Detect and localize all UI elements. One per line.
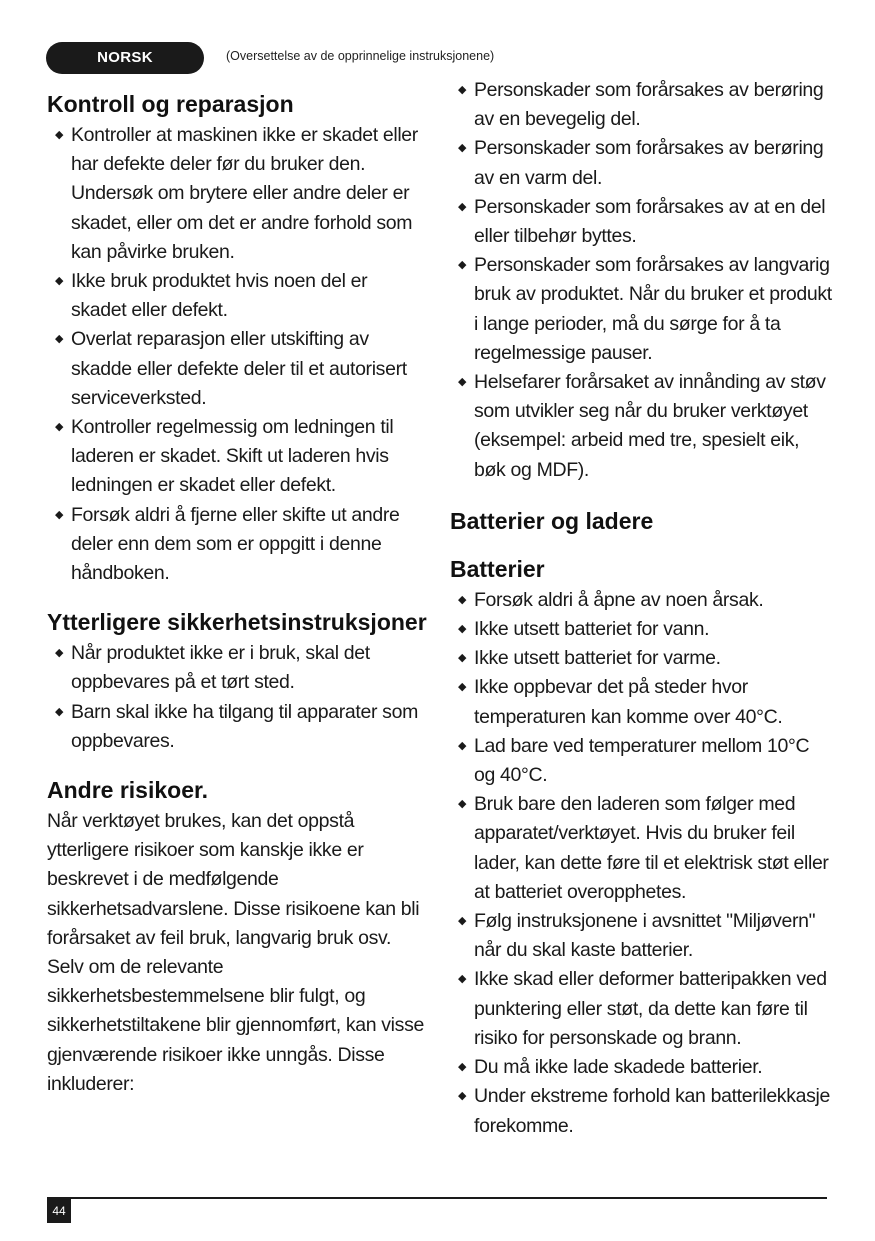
footer-rule [47, 1197, 827, 1199]
section-control-repair [47, 90, 427, 588]
list-item: ◆ Forsøk aldri å fjerne eller skifte ut andre deler enn dem som er oppgitt i denne håndboken. [47, 501, 427, 589]
list-item: ◆ Personskader som forårsakes av langvarig bruk av produktet. Når du bruker et produkt i lange perioder, må du sørge for å ta regelmessige pauser. [450, 251, 835, 368]
section-title: Ytterligere sikkerhetsinstruksjoner [47, 609, 427, 636]
diamond-bullet-icon: ◆ [458, 1061, 467, 1074]
diamond-bullet-icon: ◆ [458, 915, 467, 928]
list-item: ◆ Kontroller regelmessig om ledningen til laderen er skadet. Skift ut laderen hvis ledningen er skadet eller defekt. [47, 413, 427, 501]
language-badge: NORSK [46, 42, 204, 74]
diamond-bullet-icon: ◆ [55, 508, 64, 521]
bullet-list [47, 121, 427, 588]
list-item: ◆ Ikke oppbevar det på steder hvor temperaturen kan komme over 40°C. [450, 673, 835, 731]
risk-list [450, 76, 835, 485]
translation-note: (Oversettelse av de opprinnelige instruksjonene) [226, 49, 495, 63]
diamond-bullet-icon: ◆ [55, 421, 64, 434]
battery-list [450, 586, 835, 1141]
list-item: ◆ Overlat reparasjon eller utskifting av skadde eller defekte deler til et autorisert serviceverksted. [47, 325, 427, 413]
diamond-bullet-icon: ◆ [55, 129, 64, 141]
diamond-bullet-icon: ◆ [458, 142, 467, 155]
list-item: ◆ Bruk bare den laderen som følger med apparatet/verktøyet. Hvis du bruker feil lader, kan dette føre til et elektrisk støt eller at batteriet overopphetes. [450, 790, 835, 907]
diamond-bullet-icon: ◆ [55, 275, 64, 288]
diamond-bullet-icon: ◆ [55, 705, 64, 718]
diamond-bullet-icon: ◆ [458, 259, 467, 272]
list-item: ◆ Lad bare ved temperaturer mellom 10°C og 40°C. [450, 732, 835, 790]
diamond-bullet-icon: ◆ [55, 647, 64, 660]
diamond-bullet-icon: ◆ [458, 623, 467, 636]
diamond-bullet-icon: ◆ [458, 200, 467, 213]
list-item: ◆ Personskader som forårsakes av at en del eller tilbehør byttes. [450, 193, 835, 251]
list-item: ◆ Ikke utsett batteriet for vann. [450, 615, 835, 644]
list-item: ◆ Personskader som forårsakes av berøring av en varm del. [450, 134, 835, 192]
section-additional-safety [47, 608, 427, 756]
list-item: ◆ Du må ikke lade skadede batterier. [450, 1053, 835, 1082]
diamond-bullet-icon: ◆ [458, 681, 467, 694]
list-item: ◆ Personskader som forårsakes av berøring av en bevegelig del. [450, 76, 835, 134]
diamond-bullet-icon: ◆ [458, 593, 467, 606]
list-item: ◆ Ikke skad eller deformer batteripakken ved punktering eller støt, da dette kan føre til risiko for personskade og brann. [450, 965, 835, 1053]
diamond-bullet-icon: ◆ [458, 84, 467, 96]
section-title-batteries-chargers: Batterier og ladere [450, 507, 654, 534]
diamond-bullet-icon: ◆ [458, 652, 467, 665]
paragraph: Selv om de relevante sikkerhetsbestemmelsene blir fulgt, og sikkerhetstiltakene blir gjennomført, kan visse gjenværende risikoer ikke unngås. Disse inkluderer: [47, 956, 424, 1095]
list-item: ◆ Ikke utsett batteriet for varme. [450, 644, 835, 673]
section-title: Andre risikoer. [47, 777, 209, 804]
left-column [47, 76, 427, 1099]
diamond-bullet-icon: ◆ [55, 333, 64, 346]
page-number: 44 [47, 1199, 71, 1223]
list-item: ◆ Barn skal ikke ha tilgang til apparater som oppbevares. [47, 698, 427, 756]
bullet-list [47, 639, 427, 756]
diamond-bullet-icon: ◆ [458, 973, 467, 986]
section-title-batteries: Batterier [450, 555, 545, 582]
list-item: ◆ Når produktet ikke er i bruk, skal det oppbevares på et tørt sted. [47, 639, 427, 697]
diamond-bullet-icon: ◆ [458, 739, 467, 752]
list-item: ◆ Kontroller at maskinen ikke er skadet eller har defekte deler før du bruker den. Undersøk om brytere eller andre deler er skadet, eller om det er andre forhold som kan påvirke bruken. [47, 121, 427, 267]
list-item: ◆ Forsøk aldri å åpne av noen årsak. [450, 586, 835, 615]
list-item: ◆ Under ekstreme forhold kan batterilekkasje forekomme. [450, 1082, 835, 1140]
section-other-risks [47, 776, 427, 1099]
list-item: ◆ Helsefarer forårsaket av innånding av støv som utvikler seg når du bruker verktøyet (eksempel: arbeid med tre, spesielt eik, bøk og MDF). [450, 368, 835, 485]
list-item: ◆ Følg instruksjonene i avsnittet "Miljøvern" når du skal kaste batterier. [450, 907, 835, 965]
list-item: ◆ Ikke bruk produktet hvis noen del er skadet eller defekt. [47, 267, 427, 325]
right-column [450, 76, 835, 1141]
diamond-bullet-icon: ◆ [458, 1090, 467, 1103]
diamond-bullet-icon: ◆ [458, 798, 467, 811]
paragraph: Når verktøyet brukes, kan det oppstå ytterligere risikoer som kanskje ikke er beskrevet i de medfølgende sikkerhetsadvarslene. Disse risikoene kan bli forårsaket av feil bruk, langvarig bruk osv. [47, 810, 420, 949]
diamond-bullet-icon: ◆ [458, 376, 467, 389]
section-title: Kontroll og reparasjon [47, 91, 294, 117]
